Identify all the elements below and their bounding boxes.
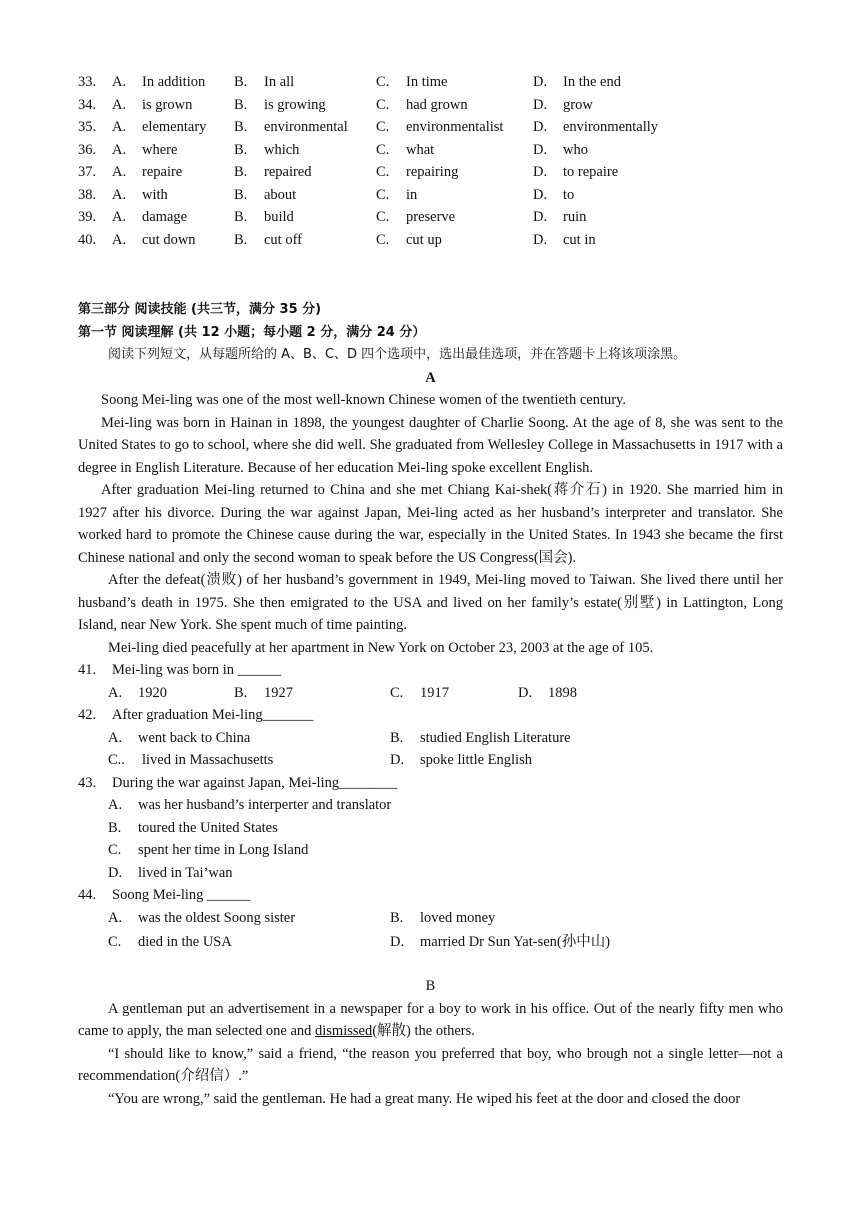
option-cell: D. bbox=[533, 209, 548, 225]
cloze-option-row bbox=[78, 184, 783, 207]
option-cell: B. bbox=[234, 141, 248, 158]
option-cell: A. bbox=[112, 141, 127, 158]
question-43: 43. During the war against Japan, Mei-ling________ bbox=[78, 774, 398, 791]
option-cell: B. bbox=[234, 186, 248, 203]
option-cell: D. bbox=[533, 119, 548, 135]
option-cell: C. bbox=[376, 186, 390, 203]
option-cell: A. bbox=[112, 186, 127, 203]
question-43-option-a: A. was her husband’s interperter and translator bbox=[108, 797, 392, 813]
option-cell: build bbox=[264, 209, 294, 225]
option-cell: preserve bbox=[406, 209, 456, 225]
option-cell: which bbox=[264, 141, 300, 158]
question-41-options: A. 1920 B. 1927 C. 1917 D. 1898 bbox=[108, 684, 577, 701]
question-44-options-row2: C. died in the USA D. married Dr Sun Yat-sen(孙中山) bbox=[108, 933, 611, 950]
question-41: 41. Mei-ling was born in ______ bbox=[78, 662, 282, 678]
question-42: 42. After graduation Mei-ling_______ bbox=[78, 707, 314, 723]
option-cell: to repaire bbox=[563, 164, 619, 180]
option-cell: 40. bbox=[78, 231, 97, 248]
option-cell: is growing bbox=[264, 96, 326, 113]
option-cell: A. bbox=[112, 231, 127, 248]
passage-a-p5: Mei-ling died peacefully at her apartment in New York on October 23, 2003 at the age of 105. bbox=[108, 639, 654, 656]
option-cell: what bbox=[406, 141, 435, 158]
option-cell: had grown bbox=[406, 96, 468, 113]
option-cell: cut off bbox=[264, 231, 302, 248]
option-cell: environmentalist bbox=[406, 119, 504, 135]
option-cell: B. bbox=[234, 231, 248, 248]
option-cell: 38. bbox=[78, 186, 97, 203]
question-44-options-row1: A. was the oldest Soong sister B. loved money bbox=[108, 909, 496, 926]
option-cell: B. bbox=[234, 209, 248, 225]
option-cell: in bbox=[406, 186, 418, 203]
option-cell: In the end bbox=[563, 74, 621, 90]
instruction: 阅读下列短文，从每题所给的 A、B、C、D 四个选项中，选出最佳选项，并在答题卡上将该项涂黑。 bbox=[108, 347, 687, 362]
question-43-option-d: D. lived in Tai’wan bbox=[108, 864, 233, 881]
part3-heading: 第三部分 阅读技能 (共三节，满分 35 分) bbox=[78, 302, 322, 317]
option-cell: C. bbox=[376, 231, 390, 248]
option-cell: C. bbox=[376, 164, 390, 180]
cloze-option-row bbox=[78, 229, 783, 252]
option-cell: A. bbox=[112, 96, 127, 113]
option-cell: 35. bbox=[78, 119, 97, 135]
option-cell: A. bbox=[112, 164, 127, 180]
section1-heading: 第一节 阅读理解 (共 12 小题；每小题 2 分，满分 24 分） bbox=[78, 324, 426, 340]
option-cell: A. bbox=[112, 74, 127, 90]
option-cell: with bbox=[142, 186, 168, 203]
option-cell: D. bbox=[533, 231, 548, 248]
question-44: 44. Soong Mei-ling ______ bbox=[78, 887, 251, 903]
option-cell: D. bbox=[533, 141, 548, 158]
option-cell: to bbox=[563, 186, 575, 203]
option-cell: repaired bbox=[264, 164, 312, 180]
option-cell: D. bbox=[533, 74, 548, 90]
option-cell: ruin bbox=[563, 209, 587, 225]
cloze-option-row bbox=[78, 161, 783, 184]
option-cell: 39. bbox=[78, 209, 97, 225]
option-cell: cut down bbox=[142, 231, 196, 248]
option-cell: elementary bbox=[142, 119, 207, 135]
option-cell: B. bbox=[234, 164, 248, 180]
option-cell: is grown bbox=[142, 96, 193, 113]
option-cell: 33. bbox=[78, 74, 97, 90]
option-cell: A. bbox=[112, 209, 127, 225]
option-cell: D. bbox=[533, 96, 548, 113]
passage-b-p2: “I should like to know,” said a friend, “the reason you preferred that boy, who brough not a single letter—not a recommendation(介绍信）.” bbox=[78, 1045, 783, 1084]
option-cell: damage bbox=[142, 209, 188, 225]
cloze-option-row bbox=[78, 206, 783, 229]
option-cell: C. bbox=[376, 96, 390, 113]
option-cell: 34. bbox=[78, 96, 97, 113]
option-cell: about bbox=[264, 186, 297, 203]
option-cell: A. bbox=[112, 119, 127, 135]
exam-page bbox=[78, 71, 783, 1110]
option-cell: C. bbox=[376, 119, 390, 135]
option-cell: who bbox=[563, 141, 588, 158]
cloze-option-row bbox=[78, 139, 783, 162]
option-cell: where bbox=[142, 141, 178, 158]
option-cell: environmental bbox=[264, 119, 348, 135]
option-cell: In all bbox=[264, 74, 295, 90]
passage-b-p1: A gentleman put an advertisement in a newspaper for a boy to work in his office. Out of the nearly fifty men who came to apply, the man selected one and dismissed(解散) the others. bbox=[78, 1000, 783, 1039]
passage-a-p4: After the defeat(溃败) of her husband’s government in 1949, Mei-ling moved to Taiwan. She lived there until her husband’s death in 1975. She then emigrated to the USA and lived on her family’s estate(别墅) in Lattington, Long Island, near New York. She spent much of time painting. bbox=[78, 572, 783, 633]
cloze-option-row bbox=[78, 71, 783, 94]
option-cell: environmentally bbox=[563, 119, 659, 135]
cloze-option-row bbox=[78, 116, 783, 139]
option-cell: grow bbox=[563, 96, 593, 113]
passage-a-p3: After graduation Mei-ling returned to China and she met Chiang Kai-shek(蒋介石) in 1920. She married him in 1927 after his divorce. During the war against Japan, Mei-ling acted as her husband’s interpreter and translator. She worked hard to promote the Chinese cause during the war, especially in the United States. In 1943 she became the first Chinese national and only the second woman to speak before the US Congress(国会). bbox=[78, 482, 783, 566]
option-cell: repaire bbox=[142, 164, 183, 180]
passage-a-label: A bbox=[425, 369, 436, 386]
question-42-options-row1: A. went back to China B. studied English Literature bbox=[108, 729, 571, 746]
option-cell: In time bbox=[406, 74, 448, 90]
option-cell: D. bbox=[533, 186, 548, 203]
cloze-option-row bbox=[78, 94, 783, 117]
option-cell: D. bbox=[533, 164, 548, 180]
option-cell: cut in bbox=[563, 231, 596, 248]
question-43-option-c: C. spent her time in Long Island bbox=[108, 842, 309, 858]
option-cell: C. bbox=[376, 141, 390, 158]
passage-a-p2: Mei-ling was born in Hainan in 1898, the youngest daughter of Charlie Soong. At the age of 8, she was sent to the United States to go to school, where she did well. She graduated from Wellesley College in Massachusetts in 1917 with a degree in English Literature. Because of her education Mei-ling spoke excellent English. bbox=[78, 414, 783, 476]
passage-b-label: B bbox=[425, 978, 436, 994]
passage-b-p3: “You are wrong,” said the gentleman. He had a great many. He wiped his feet at the door and closed the door bbox=[108, 1090, 741, 1107]
option-cell: repairing bbox=[406, 164, 459, 180]
option-cell: cut up bbox=[406, 231, 442, 248]
cloze-options-table bbox=[78, 71, 783, 251]
option-cell: 37. bbox=[78, 164, 97, 180]
option-cell: B. bbox=[234, 96, 248, 113]
option-cell: C. bbox=[376, 209, 390, 225]
question-43-option-b: B. toured the United States bbox=[108, 819, 278, 836]
option-cell: In addition bbox=[142, 74, 206, 90]
option-cell: B. bbox=[234, 119, 248, 135]
passage-a-p1: Soong Mei-ling was one of the most well-known Chinese women of the twentieth century. bbox=[101, 392, 626, 408]
option-cell: C. bbox=[376, 74, 390, 90]
option-cell: 36. bbox=[78, 141, 97, 158]
question-42-options-row2: C.. lived in Massachusetts D. spoke little English bbox=[108, 752, 532, 768]
option-cell: B. bbox=[234, 74, 248, 90]
